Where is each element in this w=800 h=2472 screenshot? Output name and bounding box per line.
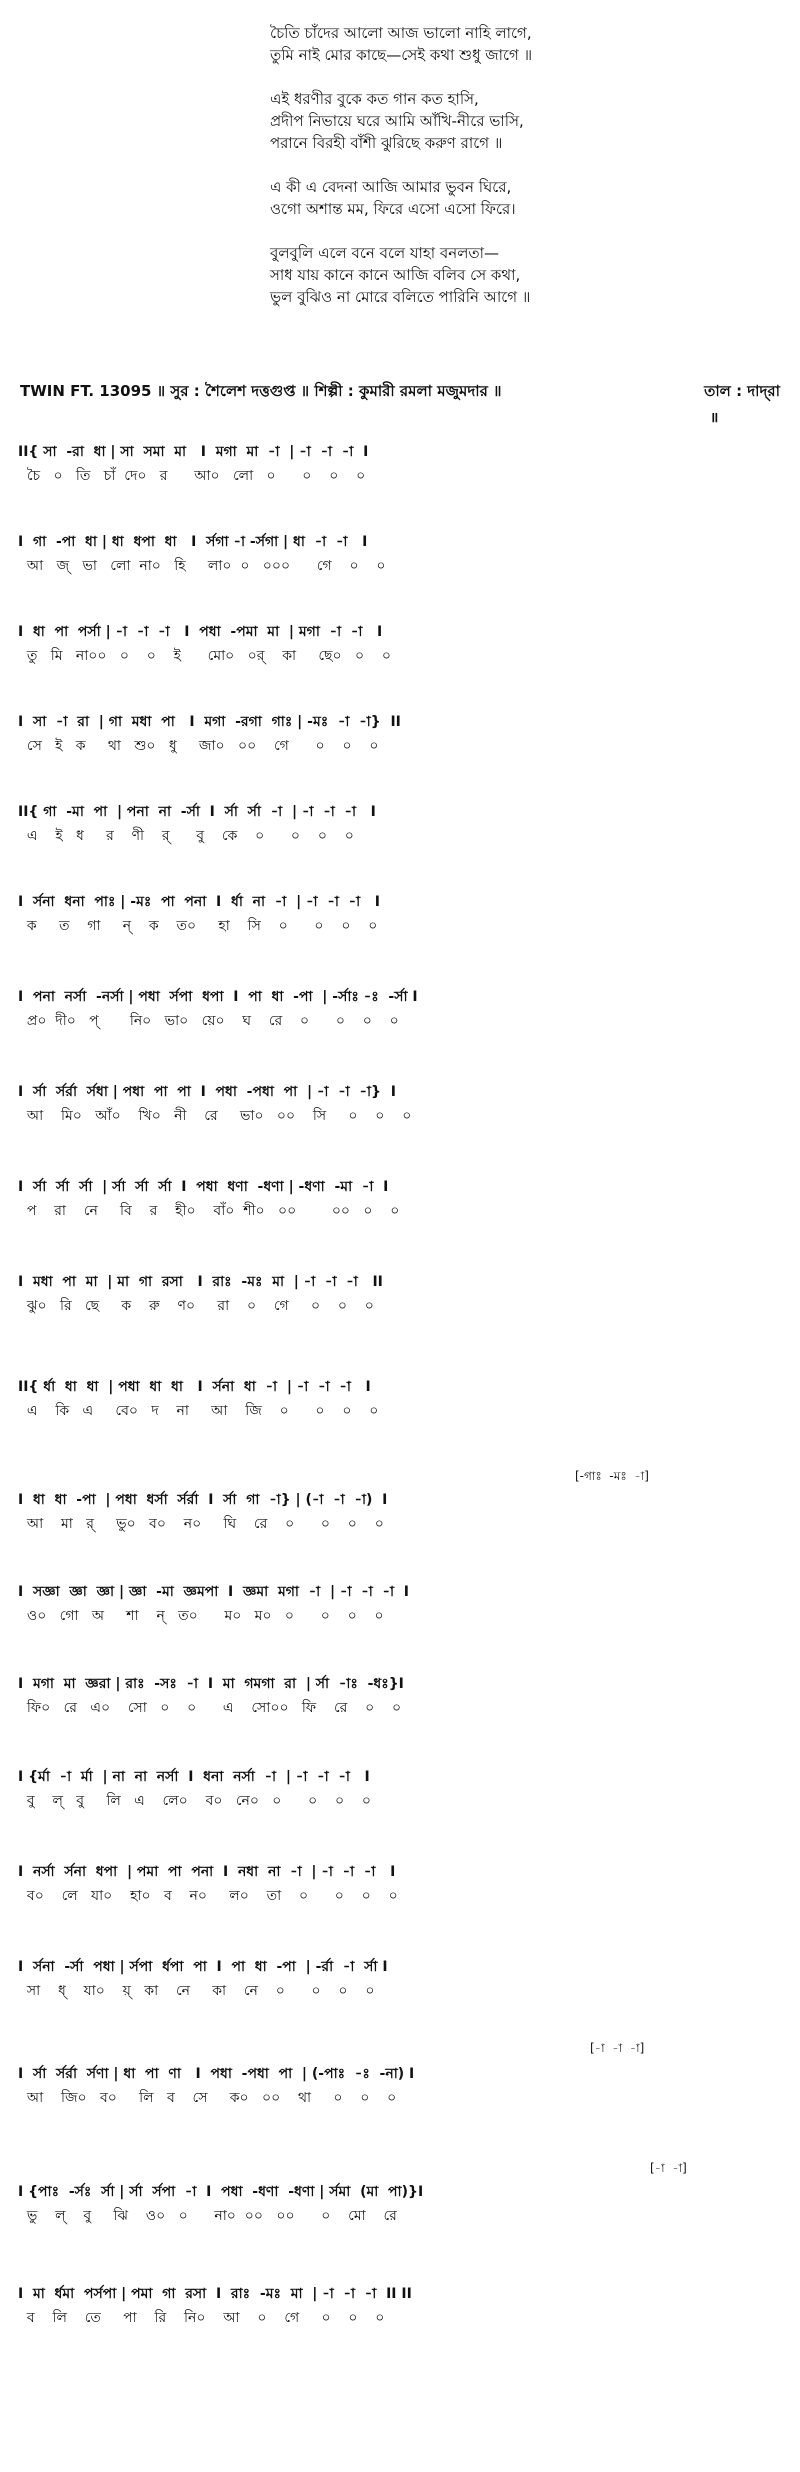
syllables-line: প্র০ দী০ প্ নি০ ভা০ য়ে০ ঘ রে ০ ০ ০ ০ <box>18 1013 399 1029</box>
lyric-line: এ কী এ বেদনা আজি আমার ভুবন ঘিরে, <box>270 178 512 196</box>
notes-line: I গা -পা ধা | ধা ধপা ধা I র্সগা -া -র্সগা | ধা -া -া I <box>18 534 368 550</box>
taal-label: তাল : দাদ্‌রা <box>704 382 780 400</box>
notation-row <box>18 1080 782 1132</box>
notes-line: I র্সা র্সর্রা র্সধা | পধা পা পা I পধা -পধা পা | -া -া -া} I <box>18 1084 396 1100</box>
syllables-line: ঝু০ রি ছে ক রু ণ০ রা ০ গে ০ ০ ০ <box>18 1298 374 1314</box>
syllables-line: চৈ ০ তি চাঁ দে০ র আ০ লো ০ ০ ০ ০ <box>18 468 366 484</box>
syllables-line: এ কি এ বে০ দ না আ জি ০ ০ ০ ০ <box>18 1403 379 1419</box>
notes-line: I মধা পা মা | মা গা রসা I রাঃ -মঃ মা | -া -া -া II <box>18 1274 383 1290</box>
syllables-line: আ মা র্ ভু০ ব০ ন০ ঘি রে ০ ০ ০ ০ <box>18 1516 384 1532</box>
lyric-line: ভুল বুঝিও না মোরে বলিতে পারিনি আগে ॥ <box>270 288 531 306</box>
notation-row <box>18 1955 782 2007</box>
lyric-line: চৈতি চাঁদের আলো আজ ভালো নাহি লাগে, <box>270 24 532 42</box>
notation-row <box>18 620 782 672</box>
notation-row <box>18 2180 782 2232</box>
notes-line: II{ গা -মা পা | পনা না -র্সা I র্সা র্সা -া | -া -া -া I <box>18 804 376 820</box>
syllables-line: আ জ্ ভা লো না০ হি লা০ ০ ০০০ গে ০ ০ <box>18 558 386 574</box>
stanza-2 <box>270 88 740 154</box>
syllables-line: আ মি০ আঁ০ খি০ নী রে ভা০ ০০ সি ০ ০ ০ <box>18 1108 412 1124</box>
lyric-line: প্রদীপ নিভায়ে ঘরে আমি আঁখি-নীরে ভাসি, <box>270 112 524 130</box>
notation-row <box>18 530 782 582</box>
lyric-line: পরানে বিরহী বাঁশী ঝুরিছে করুণ রাগে ॥ <box>270 134 503 152</box>
notation-row <box>18 2062 782 2114</box>
notes-line: II{ র্ধা ধা ধা | পধা ধা ধা I র্সনা ধা -া | -া -া -া I <box>18 1379 371 1395</box>
record-info-header <box>20 380 780 405</box>
lyric-line: তুমি নাই মোর কাছে—সেই কথা শুধু জাগে ॥ <box>270 46 533 64</box>
notes-line: I মা র্ধমা পর্সপা | পমা গা রসা I রাঃ -মঃ মা | -া -া -া II II <box>18 2286 412 2302</box>
notation-row <box>18 985 782 1037</box>
lyric-line: বুলবুলি এলে বনে বলে যাহা বনলতা— <box>270 244 499 262</box>
notation-row <box>18 1672 782 1724</box>
syllables-line: বু ল্ বু লি এ লে০ ব০ নে০ ০ ০ ০ ০ <box>18 1793 372 1809</box>
notation-row <box>18 1765 782 1817</box>
lyric-line: এই ধরণীর বুকে কত গান কত হাসি, <box>270 90 479 108</box>
notes-line: II{ সা -রা ধা | সা সমা মা I মগা মা -া | -া -া -া I <box>18 444 369 460</box>
stanza-1 <box>270 22 740 66</box>
notation-row <box>18 2282 782 2334</box>
notation-row <box>18 1860 782 1912</box>
stanza-4 <box>270 242 740 308</box>
notes-line: I সজ্ঞা জ্ঞা জ্ঞা | জ্ঞা -মা জ্ঞমপা I জ্ঞমা মগা -া | -া -া -া I <box>18 1584 410 1600</box>
notes-line: I ধা ধা -পা | পধা ধর্সা র্সর্রা I র্সা গা -া} | (-া -া -া) I <box>18 1492 388 1508</box>
syllables-line: ও০ গো অ শা ন্ ত০ ম০ ম০ ০ ০ ০ ০ <box>18 1608 384 1624</box>
syllables-line: ফি০ রে এ০ সো ০ ০ এ সো০০ ফি রে ০ ০ <box>18 1700 402 1716</box>
syllables-line: আ জি০ ব০ লি ব সে ক০ ০০ থা ০ ০ ০ <box>18 2090 397 2106</box>
optional-notes-bracket: [-া -া -া] <box>590 2041 645 2055</box>
notes-line: I র্সনা ধনা পাঃ | -মঃ পা পনা I র্ধা না -া | -া -া -া I <box>18 894 380 910</box>
lyric-line: ওগো অশান্ত মম, ফিরে এসো এসো ফিরে। <box>270 200 516 218</box>
syllables-line: ব লি তে পা রি নি০ আ ০ গে ০ ০ ০ <box>18 2310 385 2326</box>
record-info: TWIN FT. 13095 ॥ সুর : শৈলেশ দত্তগুপ্ত ॥ শিল্পী : কুমারী রমলা মজুমদার ॥ <box>20 382 502 400</box>
notation-row <box>18 800 782 852</box>
notation-row <box>18 1488 782 1540</box>
notes-line: I ধা পা পর্সা | -া -া -া I পধা -পমা মা | মগা -া -া I <box>18 624 383 640</box>
notation-row <box>18 1270 782 1322</box>
notation-row <box>18 890 782 942</box>
syllables-line: তু মি না০০ ০ ০ ই মো০ ০র্ কা ছে০ ০ ০ <box>18 648 391 664</box>
lyric-line: সাধ যায় কানে কানে আজি বলিব সে কথা, <box>270 266 521 284</box>
notation-row <box>18 1375 782 1427</box>
notation-row <box>18 440 782 492</box>
notes-line: I {পাঃ -র্সঃ র্সা | র্সা র্সপা -া I পধা -ধণা -ধণা | র্সমা (মা পা)}I <box>18 2184 424 2200</box>
notation-row <box>18 1175 782 1227</box>
notes-line: I র্সা র্সা র্সা | র্সা র্সা র্সা I পধা ধণা -ধণা | -ধণা -মা -া I <box>18 1179 389 1195</box>
syllables-line: প রা নে বি র হী০ বাঁ০ শী০ ০০ ০০ ০ ০ <box>18 1203 400 1219</box>
song-lyrics <box>270 22 740 330</box>
notes-line: I মগা মা জ্ঞরা | রাঃ -সঃ -া I মা গমগা রা | র্সা -াঃ -ধঃ}I <box>18 1676 404 1692</box>
notes-line: I পনা নর্সা -নর্সা | পধা র্সপা ধপা I পা ধা -পা | -র্সাঃ -ঃ -র্সা I <box>18 989 418 1005</box>
stanza-3 <box>270 176 740 220</box>
notation-row <box>18 710 782 762</box>
optional-notes-bracket: [-া -া] <box>650 2161 687 2175</box>
syllables-line: ভু ল্ বু ঝি ও০ ০ না০ ০০ ০০ ০ মো রে <box>18 2208 397 2224</box>
double-bar-mark: ॥ <box>710 410 719 426</box>
syllables-line: সা ধ্ যা০ য়্ কা নে কা নে ০ ০ ০ ০ <box>18 1983 375 1999</box>
notes-line: I র্সা র্সর্রা র্সণা | ধা পা ণা I পধা -পধা পা | (-পাঃ -ঃ -না) I <box>18 2066 415 2082</box>
syllables-line: ব০ লে যা০ হা০ ব ন০ ল০ তা ০ ০ ০ ০ <box>18 1888 398 1904</box>
notes-line: I নর্সা র্সনা ধপা | পমা পা পনা I নধা না -া | -া -া -া I <box>18 1864 396 1880</box>
notes-line: I {র্মা -া র্মা | না না নর্সা I ধনা নর্সা -া | -া -া -া I <box>18 1769 370 1785</box>
notes-line: I র্সনা -র্সা পধা | র্সপা র্ধপা পা I পা ধা -পা | -র্রা -া র্সা I <box>18 1959 388 1975</box>
syllables-line: সে ই ক থা শু০ ধু জা০ ০০ গে ০ ০ ০ <box>18 738 379 754</box>
syllables-line: ক ত গা ন্ ক ত০ হা সি ০ ০ ০ ০ <box>18 918 378 934</box>
notation-row <box>18 1580 782 1632</box>
notes-line: I সা -া রা | গা মধা পা I মগা -রগা গাঃ | -মঃ -া -া} II <box>18 714 401 730</box>
syllables-line: এ ই ধ র ণী র্ বু কে ০ ০ ০ ০ <box>18 828 354 844</box>
optional-notes-bracket: [-গাঃ -মঃ -া] <box>575 1469 649 1483</box>
